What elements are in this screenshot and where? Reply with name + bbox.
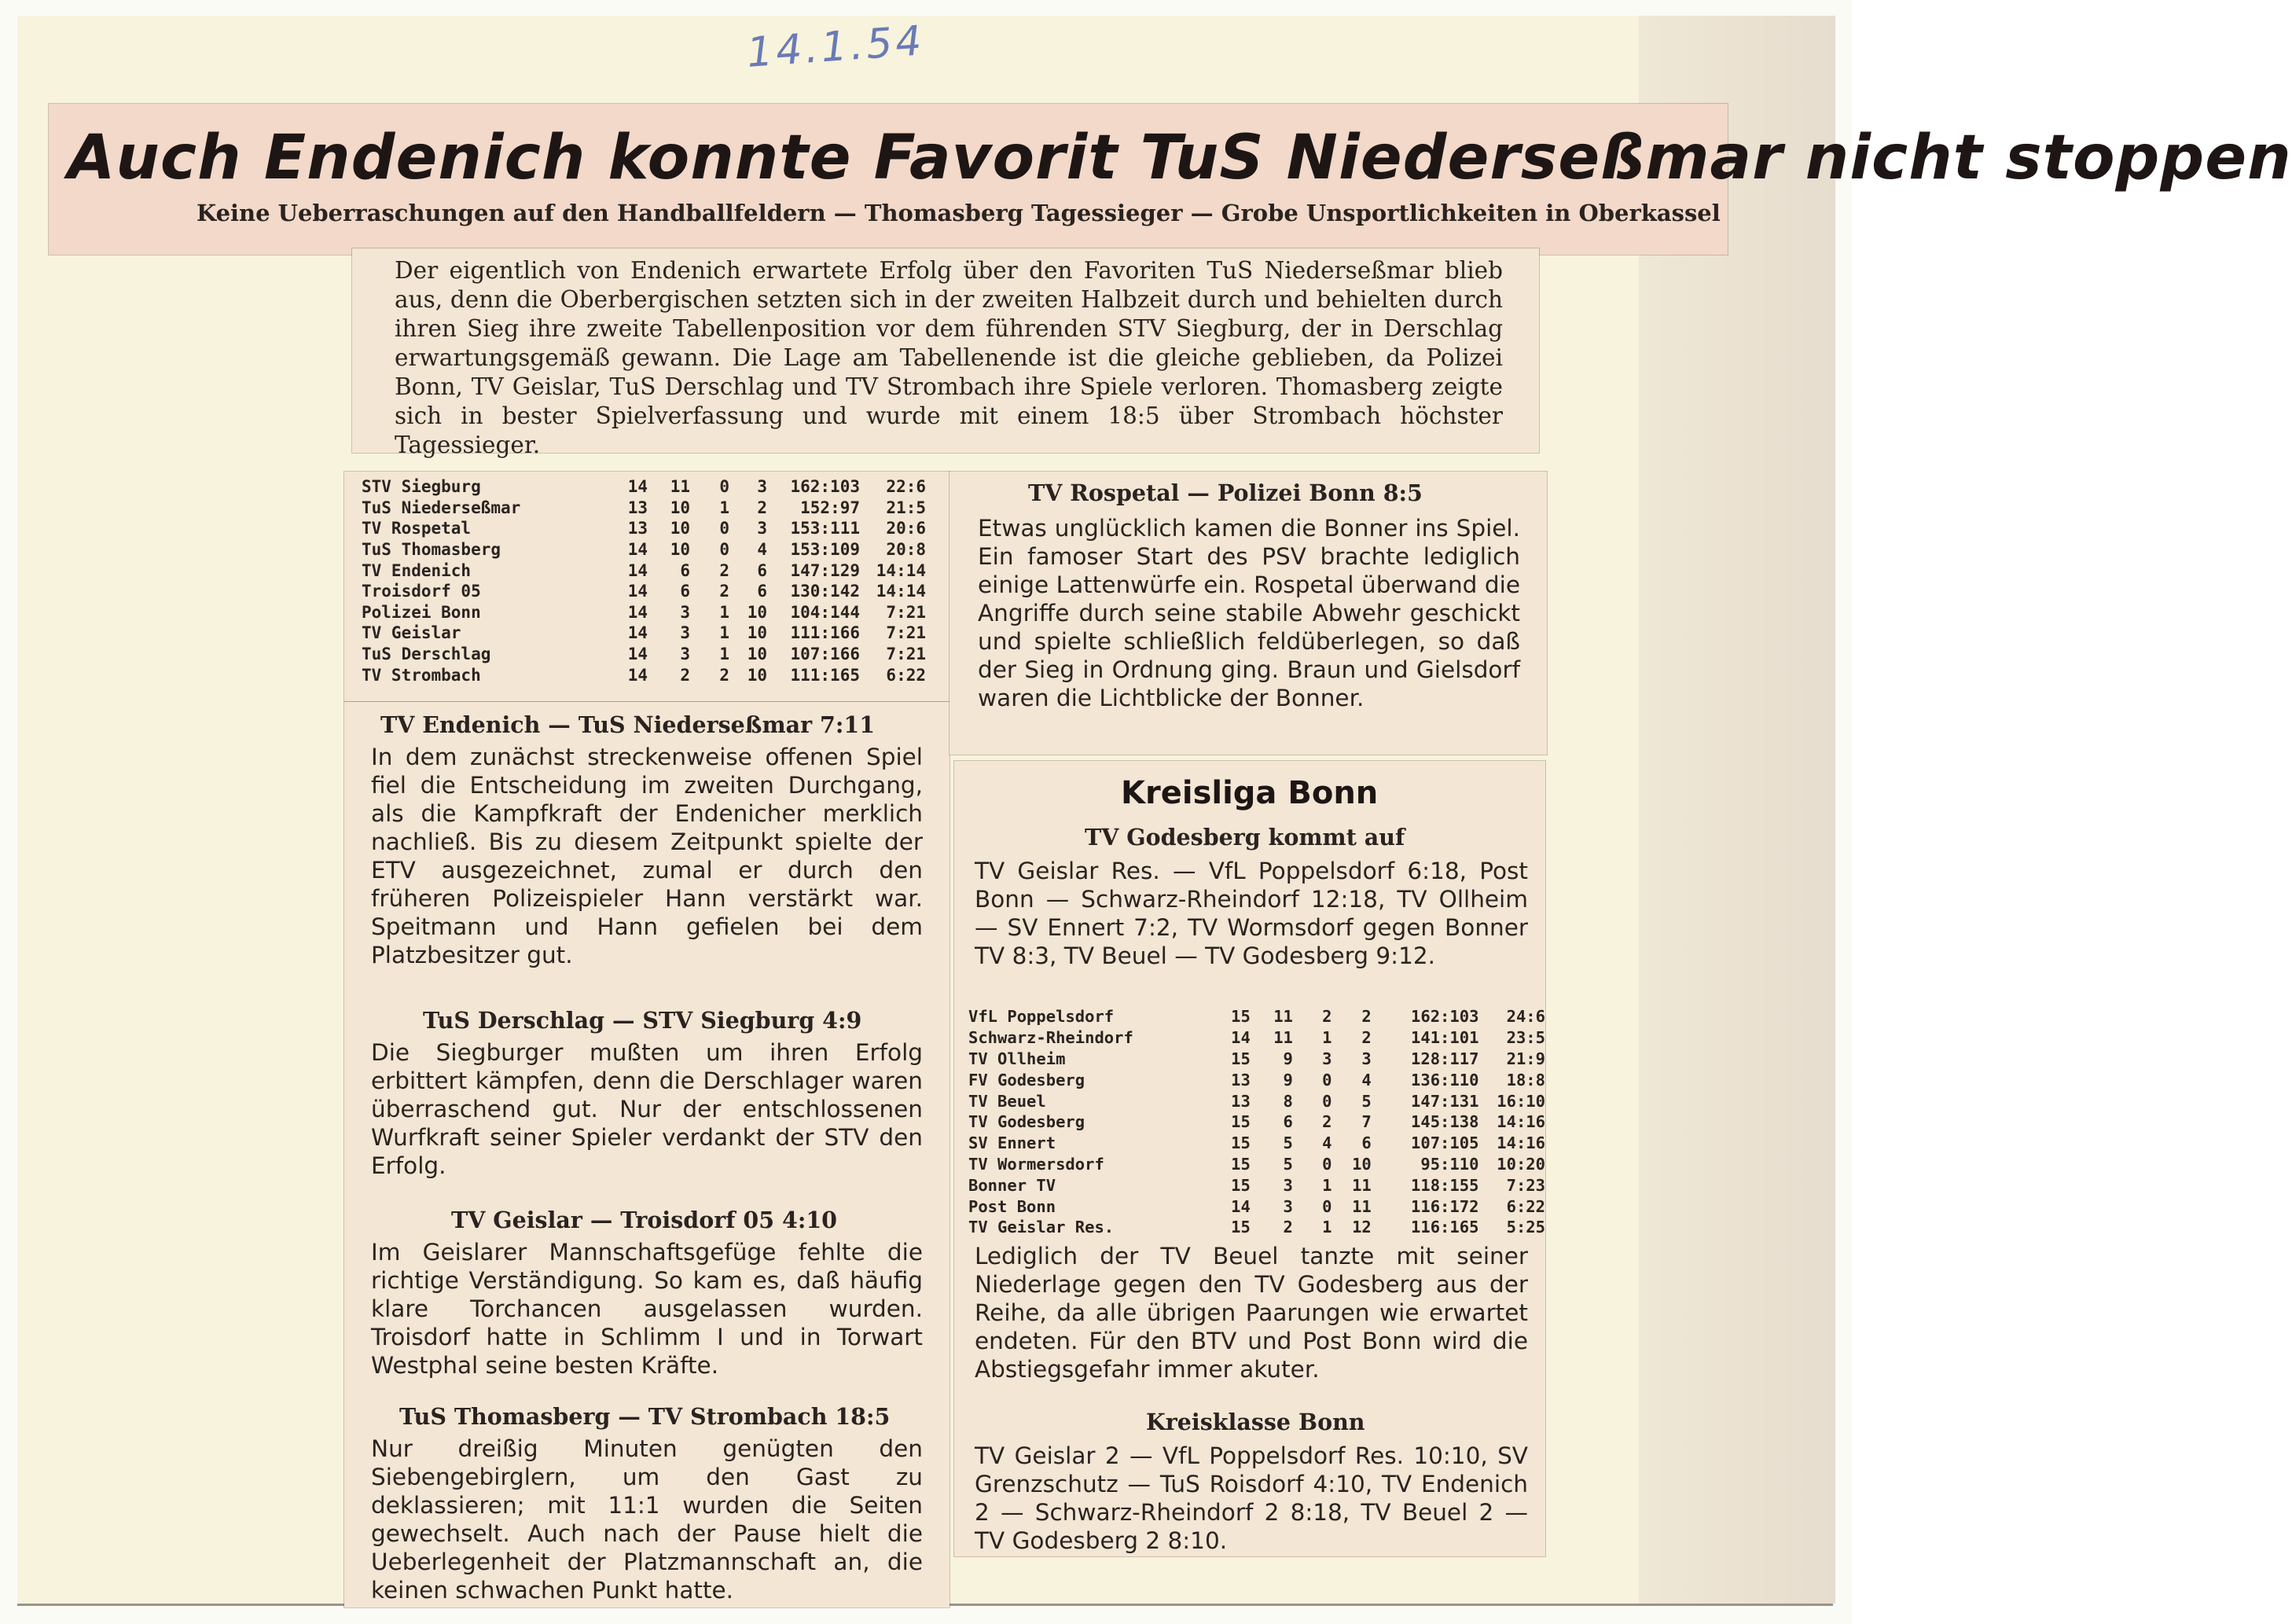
table-cell: 15	[1231, 1218, 1251, 1237]
table-cell: 107:166	[790, 645, 860, 664]
table-row	[968, 1069, 1545, 1090]
table-cell: 14	[627, 602, 648, 622]
team-name: TV Endenich	[362, 560, 472, 580]
table-cell: 0	[1322, 1154, 1332, 1174]
lead-clipping	[352, 248, 1539, 458]
match-report: Etwas unglücklich kamen die Bonner ins Spiel. Ein famoser Start des PSV brachte lediglich einige Lattenwürfe ein. Rospetal überwand die Angriffe durch seine stabile Abwehr geschickt und spielte schließlich feldüberlegen, so daß der Sieg in Ordnung ging. Braun und Gielsdorf waren die Lichtblicke der Bonner.	[978, 515, 1520, 711]
match-heading: TuS Derschlag — STV Siegburg 4:9	[423, 1007, 862, 1034]
team-name: TuS Derschlag	[362, 645, 491, 664]
table-cell: 18:8	[1506, 1070, 1545, 1089]
table-cell: 0	[1322, 1070, 1332, 1089]
table-cell: 3	[680, 645, 690, 664]
table-cell: 6:22	[1506, 1196, 1545, 1216]
table-cell: 2	[719, 560, 729, 580]
table-row	[968, 1090, 1545, 1111]
team-name: SV Ennert	[968, 1133, 1056, 1153]
table-cell: 5	[1361, 1091, 1372, 1111]
table-cell: 10	[747, 665, 767, 685]
table-cell: 0	[1322, 1091, 1332, 1111]
table-cell: 1	[1322, 1218, 1332, 1237]
team-name: TV Godesberg	[968, 1112, 1085, 1132]
table-cell: 14:16	[1497, 1112, 1545, 1132]
match-report: Die Siegburger mußten um ihren Erfolg erbittert kämpfen, denn die Derschlager waren überraschend gut. Nur der entschlossenen Wurfkraft seiner Spieler verdankt der STV den Erfolg.	[371, 1039, 923, 1179]
table-cell: 3	[1283, 1175, 1293, 1195]
table-cell: 13	[1231, 1070, 1251, 1089]
table-cell: 11	[1273, 1028, 1293, 1048]
table-cell: 152:97	[800, 498, 860, 517]
table-cell: 13	[1231, 1091, 1251, 1111]
table-cell: 107:105	[1411, 1133, 1479, 1153]
table-cell: 3	[757, 519, 767, 538]
table-cell: 0	[719, 477, 729, 497]
match-heading: TuS Thomasberg — TV Strombach 18:5	[399, 1403, 891, 1430]
table-cell: 21:9	[1506, 1049, 1545, 1068]
table-row	[362, 623, 926, 644]
table-cell: 14	[627, 477, 648, 497]
headline-clipping	[49, 104, 2292, 255]
team-name: TV Strombach	[362, 665, 481, 685]
table-cell: 3	[1361, 1049, 1372, 1068]
table-cell: 145:138	[1411, 1112, 1479, 1132]
team-name: STV Siegburg	[362, 477, 481, 497]
table-cell: 111:166	[790, 623, 860, 643]
table-row	[362, 560, 926, 581]
team-name: TV Ollheim	[968, 1049, 1066, 1068]
match-report: Im Geislarer Mannschaftsgefüge fehlte die richtige Verständigung. So kam es, daß häufig klare Torchancen ausgelassen wurden. Troisdorf hatte in Schlimm I und in Torwart Westphal seine besten Kräfte.	[371, 1239, 923, 1379]
table-cell: 14	[1231, 1028, 1251, 1048]
table-cell: 14:16	[1497, 1133, 1545, 1153]
table-cell: 9	[1283, 1049, 1293, 1068]
table-cell: 15	[1231, 1133, 1251, 1153]
table-cell: 4	[1322, 1133, 1332, 1153]
table-cell: 162:103	[790, 477, 860, 497]
left-reports-clipping	[344, 702, 949, 1607]
table-cell: 0	[1322, 1196, 1332, 1216]
team-name: TV Geislar	[362, 623, 461, 643]
table-cell: 7:21	[886, 645, 926, 664]
table-cell: 14	[627, 623, 648, 643]
table-row	[362, 644, 926, 665]
table-cell: 1	[1322, 1175, 1332, 1195]
table-cell: 13	[627, 519, 648, 538]
table-cell: 141:101	[1411, 1028, 1479, 1048]
team-name: Post Bonn	[968, 1196, 1056, 1216]
table-cell: 10	[670, 519, 690, 538]
kreisliga-title: Kreisliga Bonn	[1121, 775, 1379, 811]
team-name: TV Rospetal	[362, 519, 472, 538]
table-cell: 10	[670, 540, 690, 560]
team-name: Schwarz-Rheindorf	[968, 1028, 1133, 1048]
table-cell: 3	[1322, 1049, 1332, 1068]
table-cell: 13	[627, 498, 648, 517]
headline: Auch Endenich konnte Favorit TuS Niederseßmar nicht stoppen	[68, 123, 2292, 193]
kreisliga-subtitle: TV Godesberg kommt auf	[1085, 824, 1405, 851]
table-row	[968, 1133, 1545, 1154]
table-cell: 2	[680, 665, 690, 685]
table-cell: 128:117	[1411, 1049, 1479, 1068]
table-cell: 2	[1361, 1028, 1372, 1048]
table-cell: 10	[747, 645, 767, 664]
table-cell: 6	[680, 582, 690, 601]
table-cell: 6	[757, 582, 767, 601]
table-cell: 2	[757, 498, 767, 517]
table-cell: 2	[719, 665, 729, 685]
table-cell: 116:172	[1411, 1196, 1479, 1216]
table-cell: 16:10	[1497, 1091, 1545, 1111]
table-cell: 22:6	[886, 477, 926, 497]
table-cell: 23:5	[1506, 1028, 1545, 1048]
table-cell: 10:20	[1497, 1154, 1545, 1174]
table-row	[362, 664, 926, 685]
table-cell: 10	[747, 602, 767, 622]
table-row	[968, 1049, 1545, 1070]
table-cell: 14	[627, 645, 648, 664]
table-cell: 7:21	[886, 602, 926, 622]
table-cell: 9	[1283, 1070, 1293, 1089]
table-cell: 6	[1283, 1112, 1293, 1132]
table-cell: 95:110	[1420, 1154, 1479, 1174]
table-row	[362, 602, 926, 623]
table-cell: 24:6	[1506, 1007, 1545, 1027]
table-cell: 21:5	[886, 498, 926, 517]
table-cell: 5	[1283, 1133, 1293, 1153]
table-cell: 4	[757, 540, 767, 560]
team-name: TV Beuel	[968, 1091, 1046, 1111]
table-cell: 8	[1283, 1091, 1293, 1111]
table-cell: 11	[1352, 1196, 1372, 1216]
lead-paragraph: Der eigentlich von Endenich erwartete Erfolg über den Favoriten TuS Niederseßmar blieb aus, denn die Oberbergischen setzten sich in der zweiten Halbzeit durch und behielten durch ihren Sieg ihre zweite Tabellenposition vor dem führenden STV Siegburg, der in Derschlag erwartungsgemäß gewann. Die Lage am Tabellenende ist die gleiche geblieben, da Polizei Bonn, TV Geislar, TuS Derschlag und TV Strombach ihre Spiele verloren. Thomasberg zeigte sich in bester Spielverfassung und wurde mit einem 18:5 über Strombach höchster Tagessieger.	[395, 257, 1503, 458]
table-cell: 1	[719, 602, 729, 622]
table-cell: 3	[680, 623, 690, 643]
table-cell: 3	[680, 602, 690, 622]
table-cell: 6	[680, 560, 690, 580]
match-report: Nur dreißig Minuten genügten den Siebengebirglern, um den Gast zu deklassieren; mit 11:1 wurden die Seiten gewechselt. Auch nach der Pause hielt die Ueberlegenheit der Platzmannschaft an, die keinen schwachen Punkt hatte.	[371, 1435, 923, 1604]
table-cell: 5	[1283, 1154, 1293, 1174]
team-name: Troisdorf 05	[362, 582, 481, 601]
table-cell: 1	[719, 498, 729, 517]
table-row	[968, 1154, 1545, 1175]
table-cell: 14	[1231, 1196, 1251, 1216]
team-name: Polizei Bonn	[362, 602, 481, 622]
table-cell: 153:109	[790, 540, 860, 560]
table-cell: 147:131	[1411, 1091, 1479, 1111]
table-cell: 1	[719, 623, 729, 643]
table-row	[362, 476, 926, 498]
table-cell: 14:14	[876, 560, 926, 580]
kreisklasse-results: TV Geislar 2 — VfL Poppelsdorf Res. 10:10, SV Grenzschutz — TuS Roisdorf 4:10, TV Endenich 2 — Schwarz-Rheindorf 2 8:18, TV Beuel 2 — TV Godesberg 2 8:10.	[975, 1442, 1528, 1554]
table-cell: 14	[627, 665, 648, 685]
team-name: TV Geislar Res.	[968, 1218, 1115, 1237]
table-cell: 4	[1361, 1070, 1372, 1089]
kreisliga-clipping	[954, 761, 1545, 1556]
table-cell: 116:165	[1411, 1218, 1479, 1237]
match-heading: TV Rospetal — Polizei Bonn 8:5	[1028, 479, 1423, 506]
table-cell: 111:165	[790, 665, 860, 685]
table-cell: 14	[627, 582, 648, 601]
table-cell: 104:144	[790, 602, 860, 622]
team-name: Bonner TV	[968, 1175, 1056, 1195]
table-cell: 136:110	[1411, 1070, 1479, 1089]
table-cell: 20:6	[886, 519, 926, 538]
table-cell: 11	[1273, 1007, 1293, 1027]
table-row	[362, 581, 926, 602]
table-cell: 10	[1352, 1154, 1372, 1174]
table-cell: 0	[719, 519, 729, 538]
table-cell: 20:8	[886, 540, 926, 560]
table-cell: 7:21	[886, 623, 926, 643]
table-cell: 5:25	[1506, 1218, 1545, 1237]
table-cell: 14:14	[876, 582, 926, 601]
table-cell: 15	[1231, 1007, 1251, 1027]
table-cell: 15	[1231, 1154, 1251, 1174]
table-cell: 7	[1361, 1112, 1372, 1132]
table-cell: 0	[719, 540, 729, 560]
kreisklasse-title: Kreisklasse Bonn	[1146, 1409, 1365, 1435]
table-cell: 130:142	[790, 582, 860, 601]
team-name: FV Godesberg	[968, 1070, 1085, 1089]
table-cell: 162:103	[1411, 1007, 1479, 1027]
table-cell: 14	[627, 560, 648, 580]
match-heading: TV Endenich — TuS Niederseßmar 7:11	[380, 711, 876, 738]
standings-clipping	[344, 472, 949, 701]
team-name: TuS Thomasberg	[362, 540, 501, 560]
table-cell: 2	[719, 582, 729, 601]
table-row	[968, 1111, 1545, 1133]
table-cell: 15	[1231, 1175, 1251, 1195]
table-row	[362, 498, 926, 519]
table-cell: 14	[627, 540, 648, 560]
table-cell: 118:155	[1411, 1175, 1479, 1195]
handwritten-date: 14.1.54	[745, 17, 927, 77]
kreisliga-summary: Lediglich der TV Beuel tanzte mit seiner Niederlage gegen den TV Godesberg aus der Reihe, da alle übrigen Paarungen wie erwartet endeten. Für den BTV und Post Bonn wird die Abstiegsgefahr immer akuter.	[975, 1243, 1528, 1383]
table-row	[362, 539, 926, 560]
match-report: In dem zunächst streckenweise offenen Spiel fiel die Entscheidung im zweiten Durchgang, als die Kampfkraft der Endenicher merklich nachließ. Bis zu diesem Zeitpunkt spielte der ETV ausgezeichnet, zumal er durch den früheren Polizeispieler Hann verstärkt war. Speitmann und Hann gefielen bei dem Platzbesitzer gut.	[371, 744, 923, 968]
kreisliga-results: TV Geislar Res. — VfL Poppelsdorf 6:18, Post Bonn — Schwarz-Rheindorf 12:18, TV Ollheim — SV Ennert 7:2, TV Wormsdorf gegen Bonner TV 8:3, TV Beuel — TV Godesberg 9:12.	[975, 858, 1528, 969]
table-cell: 147:129	[790, 560, 860, 580]
table-cell: 6	[1361, 1133, 1372, 1153]
table-cell: 15	[1231, 1112, 1251, 1132]
table-cell: 1	[1322, 1028, 1332, 1048]
table-cell: 2	[1322, 1112, 1332, 1132]
table-cell: 2	[1283, 1218, 1293, 1237]
team-name: TuS Niederseßmar	[362, 498, 521, 517]
table-cell: 11	[670, 477, 690, 497]
subheadline: Keine Ueberraschungen auf den Handballfeldern — Thomasberg Tagessieger — Grobe Unsportlichkeiten in Oberkassel	[197, 200, 1721, 226]
standings-table	[362, 476, 926, 685]
table-cell: 153:111	[790, 519, 860, 538]
match-heading: TV Geislar — Troisdorf 05 4:10	[451, 1207, 837, 1233]
table-cell: 10	[747, 623, 767, 643]
right-report-clipping	[949, 472, 1547, 755]
table-row	[968, 1174, 1545, 1196]
table-row	[968, 1027, 1545, 1049]
table-cell: 11	[1352, 1175, 1372, 1195]
kreisliga-standings-table	[968, 1006, 1545, 1238]
table-row	[362, 518, 926, 539]
team-name: TV Wormersdorf	[968, 1154, 1104, 1174]
table-cell: 2	[1322, 1007, 1332, 1027]
table-cell: 7:23	[1506, 1175, 1545, 1195]
table-cell: 2	[1361, 1007, 1372, 1027]
table-row	[968, 1196, 1545, 1217]
table-row	[968, 1006, 1545, 1027]
table-cell: 6	[757, 560, 767, 580]
table-cell: 6:22	[886, 665, 926, 685]
table-cell: 3	[757, 477, 767, 497]
table-cell: 3	[1283, 1196, 1293, 1216]
table-cell: 10	[670, 498, 690, 517]
table-cell: 12	[1352, 1218, 1372, 1237]
table-cell: 1	[719, 645, 729, 664]
table-cell: 15	[1231, 1049, 1251, 1068]
team-name: VfL Poppelsdorf	[968, 1007, 1115, 1027]
table-row	[968, 1217, 1545, 1238]
